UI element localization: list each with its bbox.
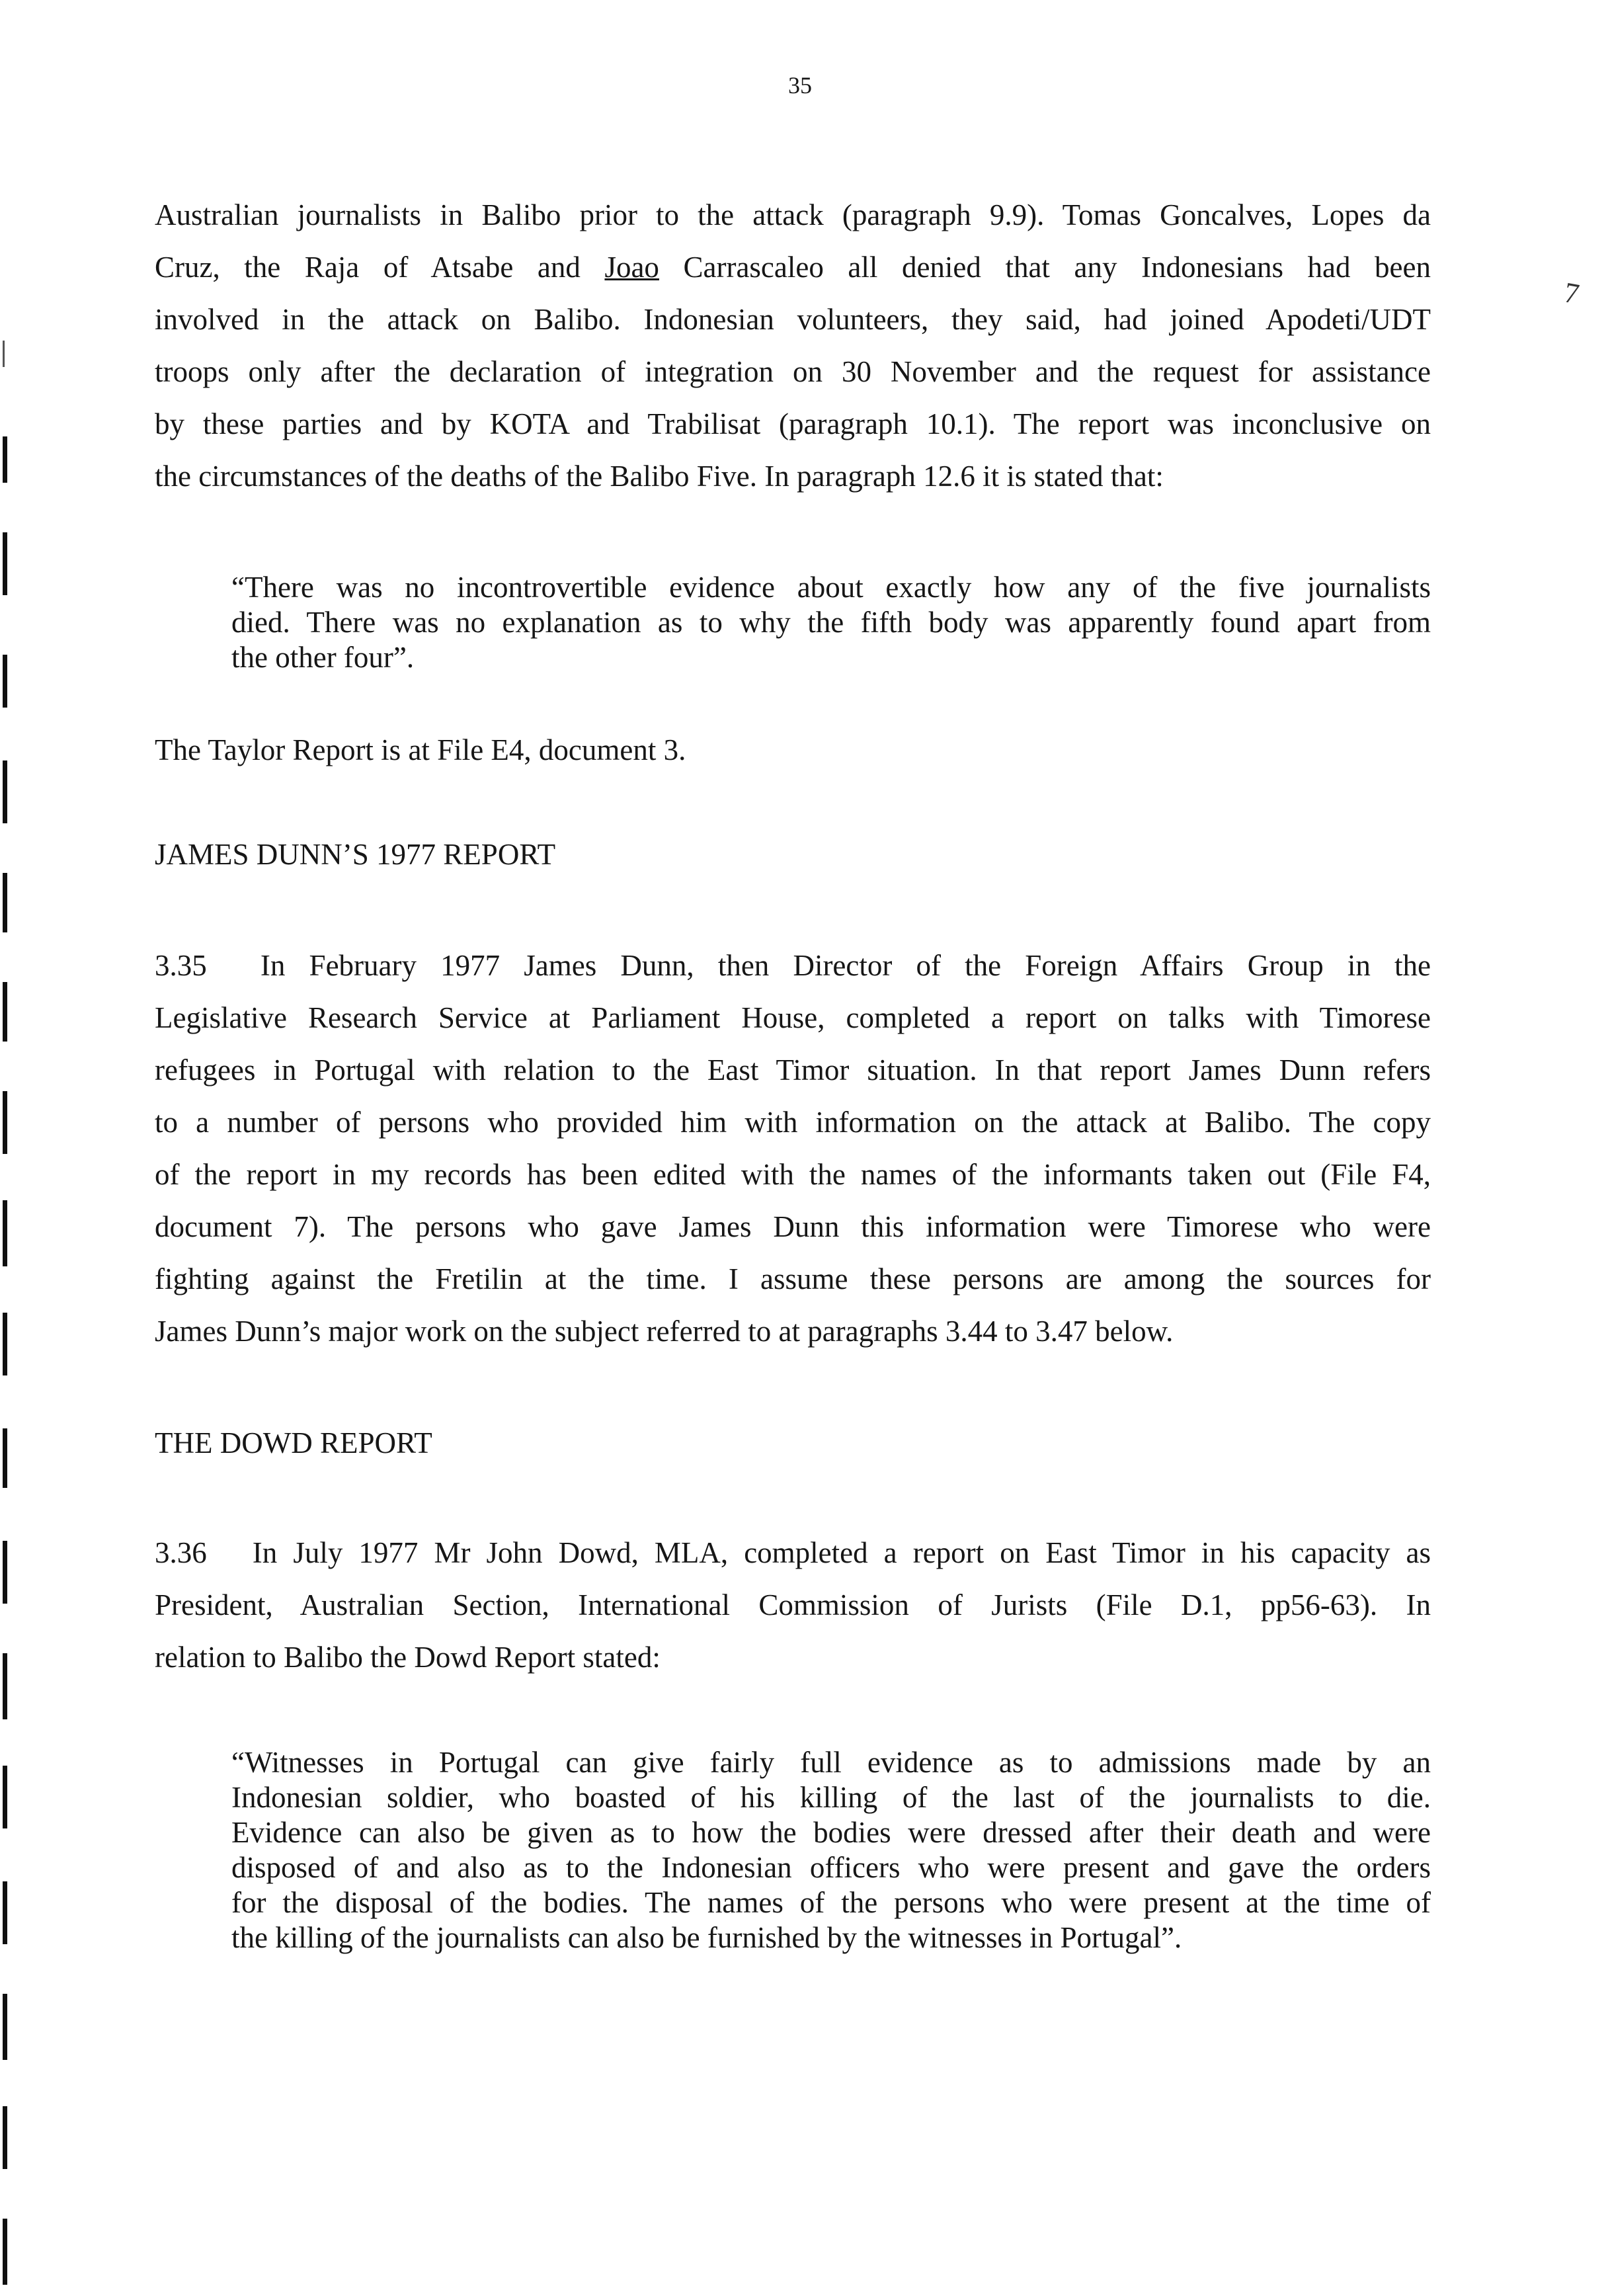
text-line: relation to Balibo the Dowd Report stated:: [155, 1641, 661, 1674]
scan-bar: [3, 982, 7, 1042]
text-line: of the report in my records has been edited with the names of the informants taken out (File F4,: [155, 1158, 1431, 1191]
scan-bar: [3, 1541, 7, 1604]
section-heading-dunn: JAMES DUNN’S 1977 REPORT: [155, 838, 556, 871]
text-line: by these parties and by KOTA and Trabilisat (paragraph 10.1). The report was inconclusive on: [155, 407, 1431, 440]
text-line: troops only after the declaration of integration on 30 November and the request for assistance: [155, 355, 1431, 388]
scan-bar: [3, 760, 7, 823]
text-line: 3.36 In July 1977 Mr John Dowd, MLA, completed a report on East Timor in his capacity as: [155, 1536, 1431, 1569]
text-line: James Dunn’s major work on the subject referred to at paragraphs 3.44 to 3.47 below.: [155, 1315, 1174, 1348]
text-line: Australian journalists in Balibo prior to the attack (paragraph 9.9). Tomas Goncalves, Lopes da: [155, 198, 1431, 231]
quote-line: “There was no incontrovertible evidence about exactly how any of the five journalists: [231, 571, 1431, 604]
text-segment: Carrascaleo all denied that any Indonesians had been: [659, 251, 1431, 284]
taylor-report-note: The Taylor Report is at File E4, document 3.: [155, 733, 686, 766]
page-number: 35: [788, 72, 812, 99]
quote-line: the other four”.: [231, 641, 415, 674]
section-heading-dowd: THE DOWD REPORT: [155, 1426, 432, 1459]
quote-line: “Witnesses in Portugal can give fairly full evidence as to admissions made by an: [231, 1746, 1431, 1779]
scan-bar: [3, 655, 7, 708]
scan-speck: [3, 341, 5, 367]
scan-bar: [3, 873, 7, 932]
text-line: 3.35 In February 1977 James Dunn, then Director of the Foreign Affairs Group in the: [155, 949, 1431, 982]
text-line: Legislative Research Service at Parliament House, completed a report on talks with Timorese: [155, 1001, 1431, 1034]
text-line: fighting against the Fretilin at the time. I assume these persons are among the sources for: [155, 1262, 1431, 1295]
scan-bar: [3, 1200, 7, 1266]
text-line: involved in the attack on Balibo. Indonesian volunteers, they said, had joined Apodeti/UDT: [155, 303, 1431, 336]
text-line: refugees in Portugal with relation to the East Timor situation. In that report James Dunn refers: [155, 1053, 1431, 1086]
scan-bar: [3, 1428, 7, 1488]
quote-line: Evidence can also be given as to how the bodies were dressed after their death and were: [231, 1816, 1431, 1849]
scan-bar: [3, 1313, 7, 1375]
quote-line: disposed of and also as to the Indonesian officers who were present and gave the orders: [231, 1851, 1431, 1884]
scan-bar: [3, 2219, 7, 2285]
scan-bar: [3, 1766, 7, 1828]
scan-bar: [3, 436, 7, 483]
text-segment: Cruz, the Raja of Atsabe and: [155, 251, 605, 284]
scan-bar: [3, 1881, 7, 1944]
quote-line: for the disposal of the bodies. The names of the persons who were present at the time of: [231, 1886, 1431, 1919]
scan-bar: [3, 1091, 7, 1154]
quote-line: died. There was no explanation as to why the fifth body was apparently found apart from: [231, 606, 1431, 639]
scan-bar: [3, 2106, 7, 2169]
quote-line: the killing of the journalists can also be furnished by the witnesses in Portugal”.: [231, 1921, 1182, 1954]
text-line: document 7). The persons who gave James Dunn this information were Timorese who were: [155, 1210, 1431, 1243]
quote-line: Indonesian soldier, who boasted of his killing of the last of the journalists to die.: [231, 1781, 1431, 1814]
scan-bar: [3, 532, 7, 595]
text-line: to a number of persons who provided him with information on the attack at Balibo. The copy: [155, 1106, 1431, 1139]
text-line: President, Australian Section, International Commission of Jurists (File D.1, pp56-63). In: [155, 1588, 1431, 1621]
scan-bar: [3, 1653, 7, 1719]
underlined-name: Joao: [604, 251, 659, 284]
text-line: [155, 247, 1431, 287]
text-line: the circumstances of the deaths of the Balibo Five. In paragraph 12.6 it is stated that:: [155, 460, 1164, 493]
scan-bar: [3, 1994, 7, 2060]
margin-annotation: 7: [1561, 276, 1582, 311]
